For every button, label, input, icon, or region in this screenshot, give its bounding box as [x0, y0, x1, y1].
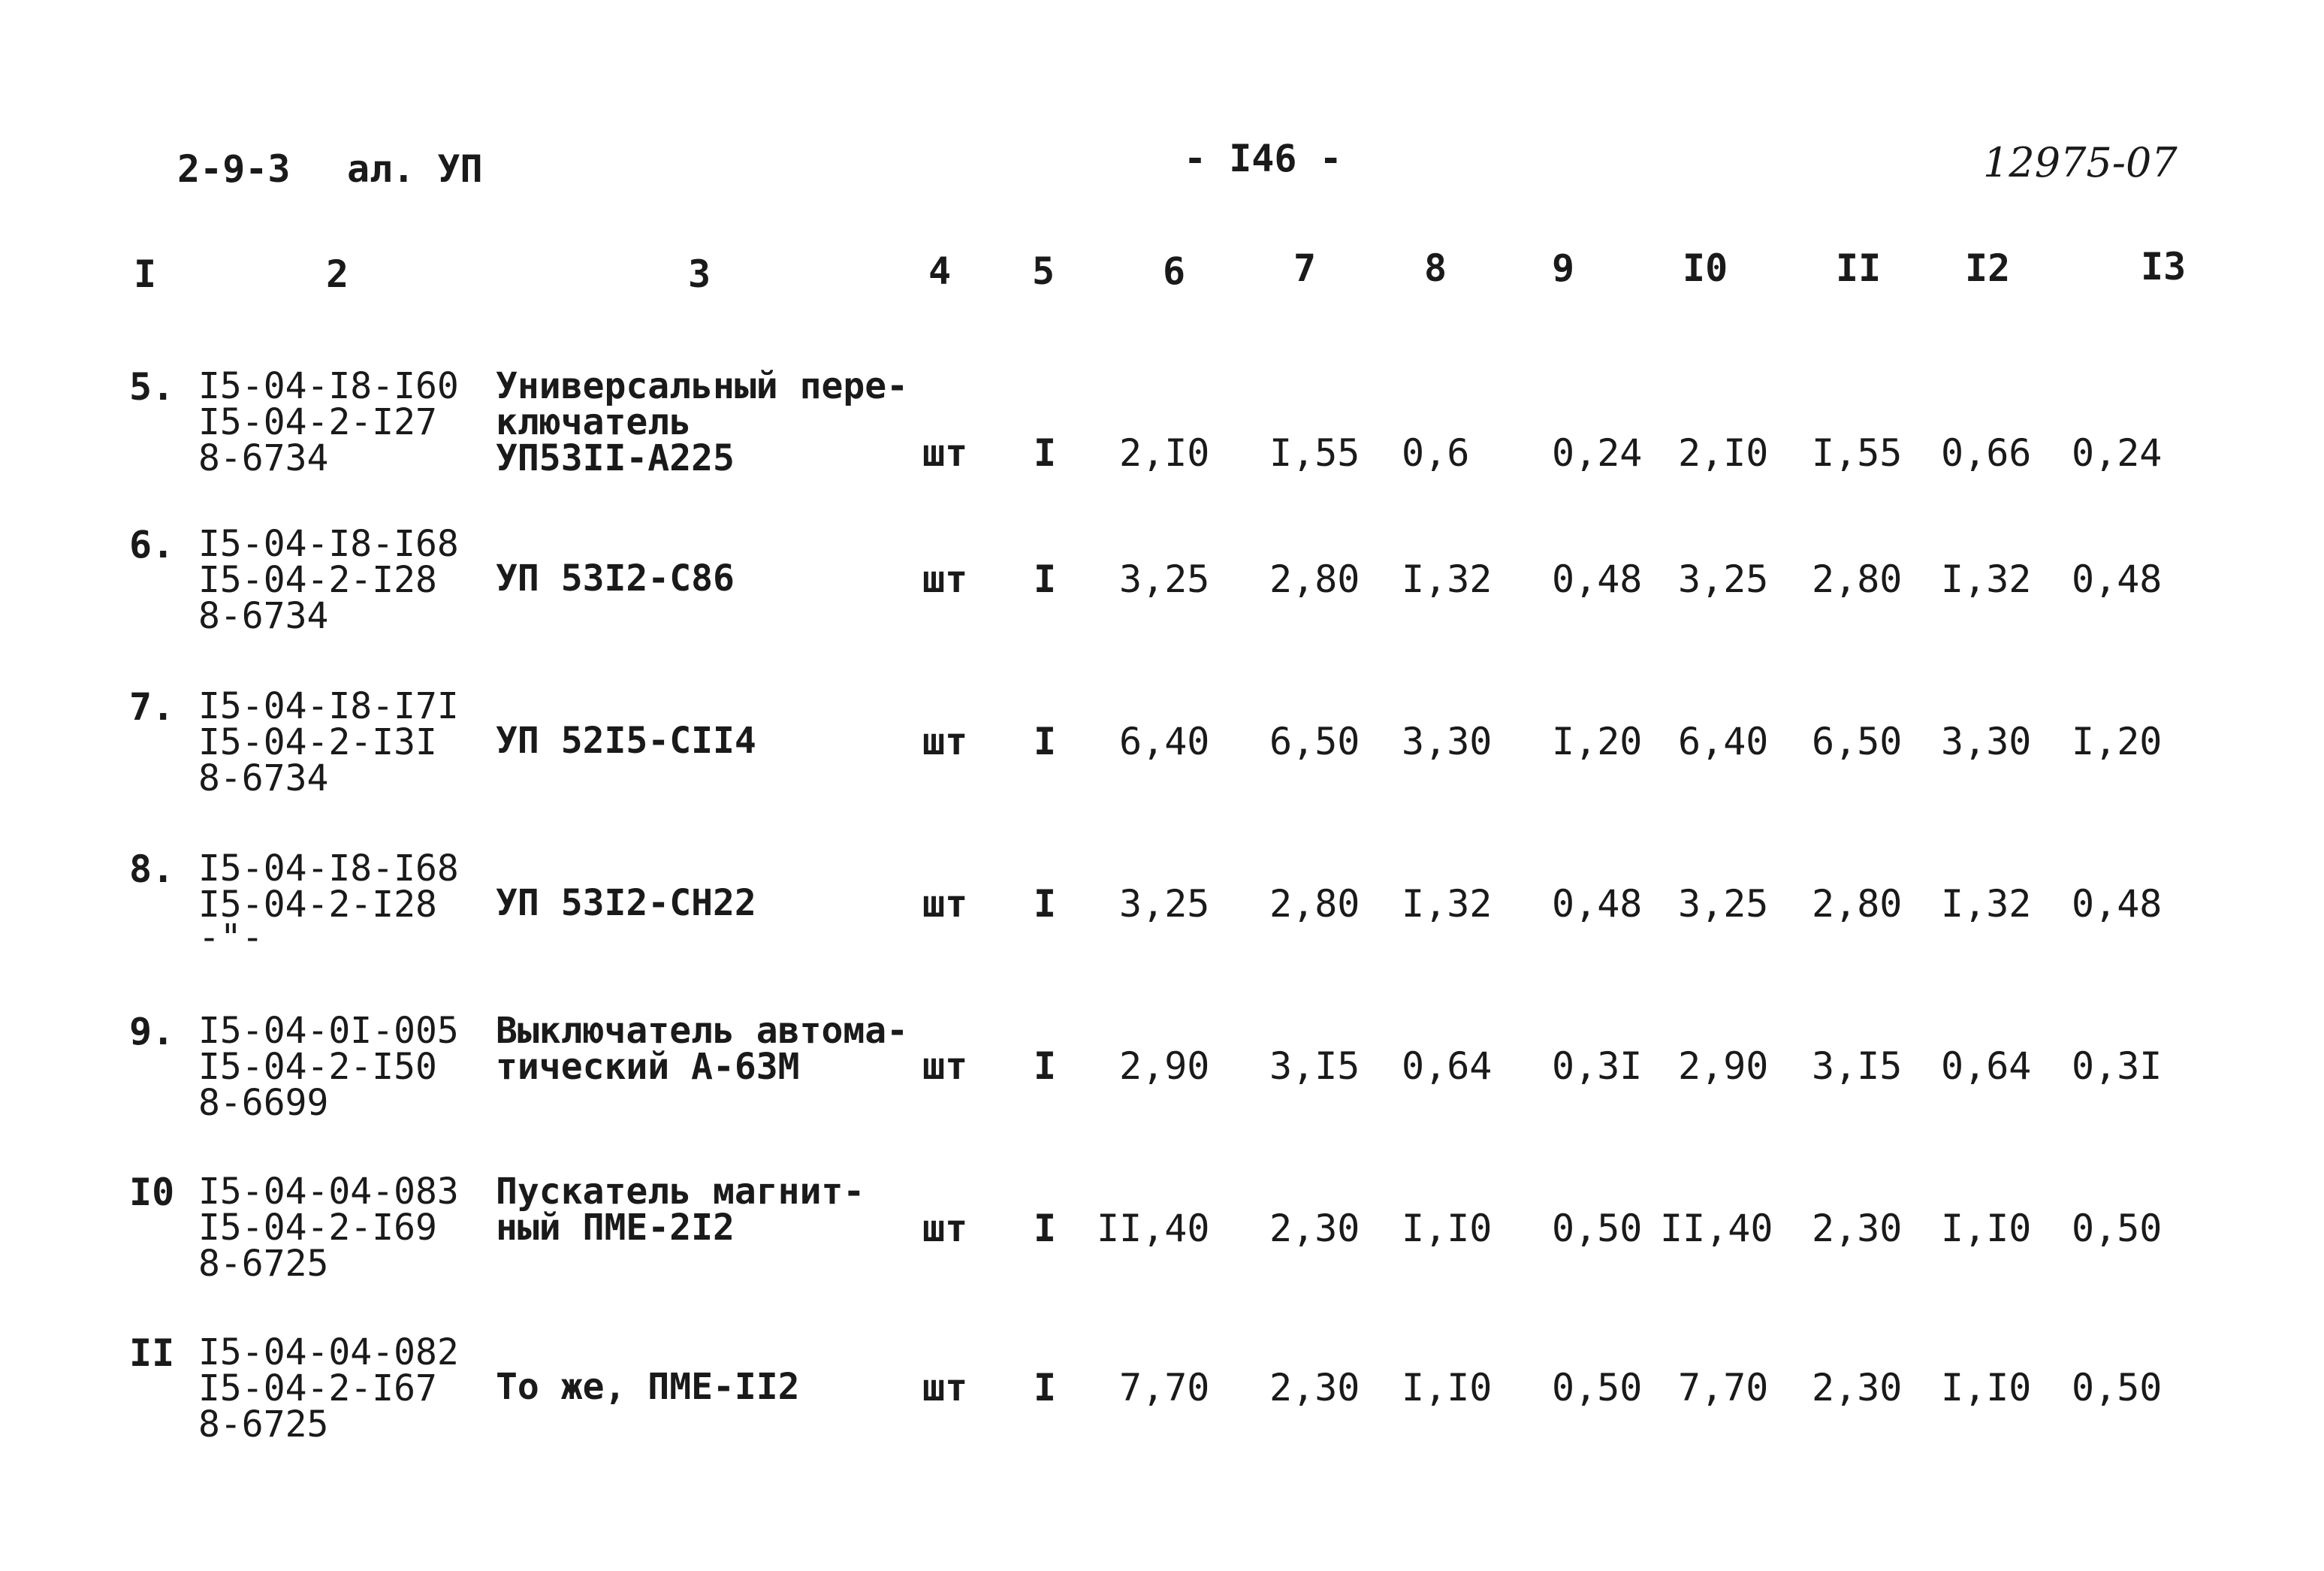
quantity: I	[1034, 557, 1057, 601]
value-col-6: 2,90	[1119, 1044, 1210, 1088]
price-ref-2: I5-04-2-I28	[198, 884, 437, 926]
column-number: 5	[1032, 249, 1055, 293]
unit: шт	[922, 720, 968, 763]
value-col-8: 3,30	[1402, 720, 1492, 763]
value-col-7: I,55	[1269, 431, 1360, 475]
value-col-13: I,20	[2072, 720, 2163, 763]
value-col-8: I,I0	[1402, 1366, 1492, 1409]
price-ref-2: I5-04-2-I69	[198, 1207, 437, 1249]
value-col-7: 6,50	[1269, 720, 1360, 763]
value-col-10: II,40	[1660, 1207, 1773, 1250]
unit: шт	[922, 882, 968, 926]
value-col-13: 0,24	[2072, 431, 2163, 475]
page-number: - I46 -	[1184, 137, 1342, 180]
value-col-9: 0,3I	[1552, 1044, 1643, 1088]
value-col-10: 7,70	[1678, 1366, 1769, 1409]
value-col-8: I,I0	[1402, 1207, 1492, 1250]
album-label: ал. УП	[347, 147, 483, 191]
item-name-line-1: Выключатель автома-	[496, 1010, 909, 1052]
value-col-12: 0,64	[1941, 1044, 2032, 1088]
value-col-12: I,32	[1941, 557, 2032, 601]
value-col-13: 0,48	[2072, 557, 2163, 601]
price-ref-2: I5-04-2-I67	[198, 1367, 437, 1409]
value-col-8: 0,64	[1402, 1044, 1492, 1088]
column-number: II	[1836, 246, 1882, 290]
unit: шт	[922, 1366, 968, 1409]
value-col-8: I,32	[1402, 882, 1492, 926]
value-col-11: 2,30	[1812, 1207, 1903, 1250]
row-number: 5.	[129, 365, 175, 409]
row-number: II	[129, 1331, 175, 1375]
value-col-9: 0,50	[1552, 1366, 1643, 1409]
item-name-line-2: То же, ПМЕ-II2	[496, 1366, 800, 1408]
value-col-11: 2,80	[1812, 882, 1903, 926]
price-ref-3: 8-6734	[198, 595, 329, 637]
value-col-6: II,40	[1097, 1207, 1210, 1250]
value-col-9: 0,50	[1552, 1207, 1643, 1250]
value-col-9: I,20	[1552, 720, 1643, 763]
column-number: I2	[1965, 246, 2011, 290]
value-col-8: 0,6	[1402, 431, 1470, 475]
item-name-line-3: УП53II-А225	[496, 437, 735, 479]
column-number: 4	[928, 249, 952, 293]
value-col-11: 3,I5	[1812, 1044, 1903, 1088]
value-col-9: 0,24	[1552, 431, 1643, 475]
value-col-13: 0,50	[2072, 1207, 2163, 1250]
value-col-6: 3,25	[1119, 882, 1210, 926]
value-col-13: 0,48	[2072, 882, 2163, 926]
unit: шт	[922, 1207, 968, 1250]
quantity: I	[1034, 1044, 1057, 1088]
doc-code: 2-9-3	[177, 147, 291, 191]
value-col-7: 2,30	[1269, 1207, 1360, 1250]
price-ref-3: 8-6725	[198, 1243, 329, 1285]
column-number: I0	[1683, 246, 1728, 290]
price-ref-1: I5-04-04-083	[198, 1171, 459, 1213]
value-col-12: I,I0	[1941, 1366, 2032, 1409]
value-col-13: 0,3I	[2072, 1044, 2163, 1088]
item-name-line-2: ключатель	[496, 401, 692, 443]
value-col-9: 0,48	[1552, 882, 1643, 926]
item-name-line-2: УП 52I5-СII4	[496, 720, 756, 762]
item-name-line-2: УП 53I2-С86	[496, 557, 735, 600]
quantity: I	[1034, 720, 1057, 763]
row-number: 8.	[129, 847, 175, 891]
value-col-9: 0,48	[1552, 557, 1643, 601]
column-number: 8	[1424, 246, 1447, 290]
column-number: 7	[1293, 246, 1317, 290]
value-col-10: 2,90	[1678, 1044, 1769, 1088]
unit: шт	[922, 431, 968, 475]
price-ref-3: 8-6725	[198, 1403, 329, 1446]
value-col-13: 0,50	[2072, 1366, 2163, 1409]
price-ref-3: -"-	[198, 917, 264, 959]
price-ref-2: I5-04-2-I27	[198, 401, 437, 443]
quantity: I	[1034, 1366, 1057, 1409]
price-ref-1: I5-04-I8-I7I	[198, 685, 459, 727]
unit: шт	[922, 557, 968, 601]
price-ref-2: I5-04-2-I3I	[198, 721, 437, 763]
value-col-7: 2,80	[1269, 557, 1360, 601]
price-ref-3: 8-6734	[198, 757, 329, 799]
value-col-11: 2,80	[1812, 557, 1903, 601]
item-name-line-1: Универсальный пере-	[496, 365, 909, 407]
price-ref-1: I5-04-I8-I60	[198, 365, 459, 407]
value-col-6: 6,40	[1119, 720, 1210, 763]
value-col-10: 2,I0	[1678, 431, 1769, 475]
column-number: 2	[326, 252, 349, 296]
value-col-6: 7,70	[1119, 1366, 1210, 1409]
row-number: I0	[129, 1171, 175, 1214]
value-col-11: 6,50	[1812, 720, 1903, 763]
item-name-line-2: тический А-63М	[496, 1046, 800, 1088]
price-ref-3: 8-6734	[198, 437, 329, 479]
price-ref-1: I5-04-04-082	[198, 1331, 459, 1373]
value-col-7: 2,80	[1269, 882, 1360, 926]
value-col-12: I,I0	[1941, 1207, 2032, 1250]
quantity: I	[1034, 882, 1057, 926]
price-ref-1: I5-04-0I-005	[198, 1010, 459, 1052]
column-number: 3	[688, 252, 711, 296]
value-col-12: 3,30	[1941, 720, 2032, 763]
unit: шт	[922, 1044, 968, 1088]
price-ref-2: I5-04-2-I28	[198, 559, 437, 601]
value-col-10: 3,25	[1678, 882, 1769, 926]
item-name-line-1: Пускатель магнит-	[496, 1171, 865, 1213]
row-number: 6.	[129, 523, 175, 566]
value-col-12: 0,66	[1941, 431, 2032, 475]
column-number: I	[134, 252, 157, 296]
value-col-10: 6,40	[1678, 720, 1769, 763]
column-number: I3	[2141, 245, 2187, 289]
value-col-12: I,32	[1941, 882, 2032, 926]
column-number: 6	[1163, 249, 1186, 293]
price-ref-2: I5-04-2-I50	[198, 1046, 437, 1088]
column-number: 9	[1552, 246, 1575, 290]
quantity: I	[1034, 1207, 1057, 1250]
value-col-6: 2,I0	[1119, 431, 1210, 475]
price-ref-1: I5-04-I8-I68	[198, 847, 459, 890]
value-col-8: I,32	[1402, 557, 1492, 601]
item-name-line-2: УП 53I2-СН22	[496, 882, 756, 924]
value-col-7: 3,I5	[1269, 1044, 1360, 1088]
value-col-6: 3,25	[1119, 557, 1210, 601]
price-ref-1: I5-04-I8-I68	[198, 523, 459, 565]
doc-number: 12975-07	[1983, 139, 2178, 186]
quantity: I	[1034, 431, 1057, 475]
row-number: 7.	[129, 685, 175, 729]
value-col-7: 2,30	[1269, 1366, 1360, 1409]
item-name-line-2: ный ПМЕ-2I2	[496, 1207, 735, 1249]
value-col-11: I,55	[1812, 431, 1903, 475]
value-col-11: 2,30	[1812, 1366, 1903, 1409]
row-number: 9.	[129, 1010, 175, 1053]
value-col-10: 3,25	[1678, 557, 1769, 601]
price-ref-3: 8-6699	[198, 1082, 329, 1124]
